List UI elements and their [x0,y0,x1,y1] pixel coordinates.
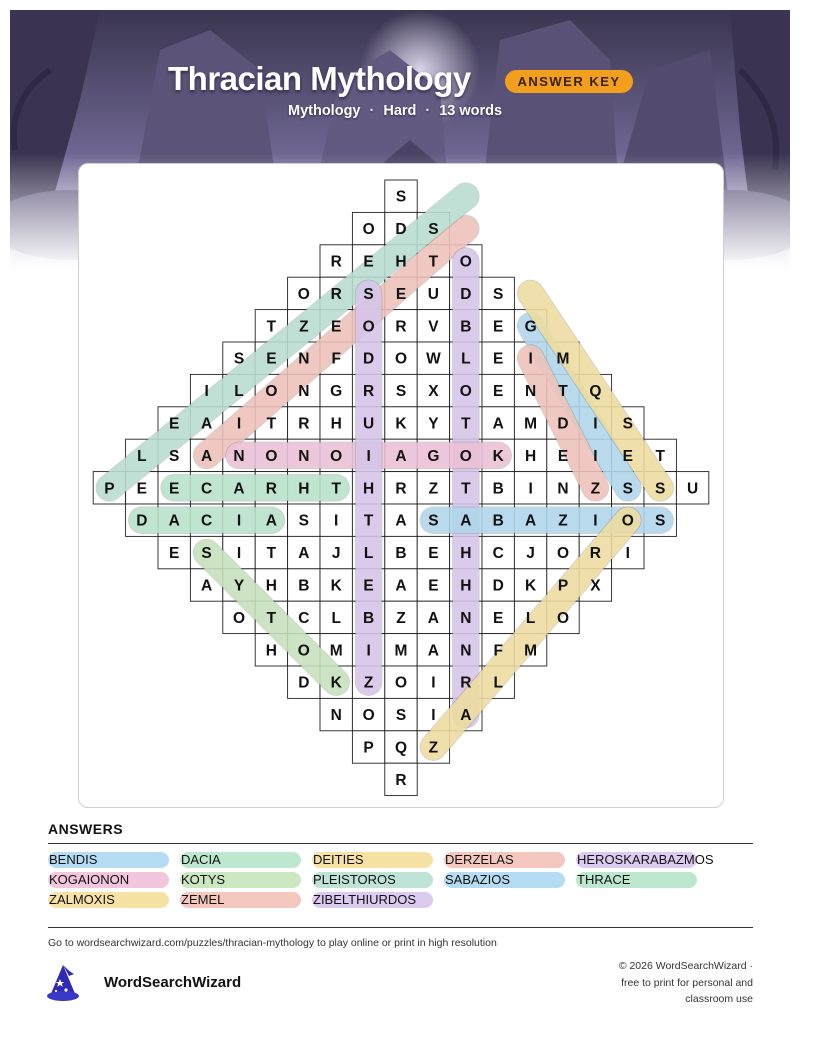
grid-letter: O [394,350,408,368]
answer-word: DACIA [180,852,301,868]
grid-letter: E [493,383,504,401]
grid-letter: A [233,480,245,498]
grid-letter: E [493,350,504,368]
meta-separator: · [425,103,431,119]
grid-letter: H [524,447,537,465]
grid-letter: F [493,642,503,660]
grid-letter: O [362,707,375,725]
grid-letter: S [493,285,504,303]
grid-letter: H [265,642,278,660]
answer-word: SABAZIOS [444,872,565,888]
grid-letter: L [493,674,503,692]
grid-letter: C [492,545,504,563]
grid-letter: R [395,771,407,789]
copyright-notice [553,958,753,1008]
grid-letter: O [459,447,472,465]
grid-letter: K [492,447,504,465]
grid-letter: A [524,512,537,530]
grid-letter: N [233,447,245,465]
grid-letter: S [201,545,212,563]
grid-letter: E [169,480,180,498]
grid-letter: I [593,447,598,465]
grid-letter: O [556,609,570,627]
grid-letter: O [265,447,278,465]
grid-letter: K [524,577,537,595]
grid-letter: O [297,285,310,303]
grid-letter: Q [394,739,408,757]
grid-letter: O [621,512,634,530]
grid-letter: M [524,415,538,433]
grid-letter: R [362,383,375,401]
grid-letter: M [524,642,538,660]
grid-letter: M [556,350,570,368]
grid-letter: O [459,383,472,401]
grid-letter: M [394,642,408,660]
grid-letter: R [395,480,407,498]
grid-letter: E [493,609,504,627]
divider [48,843,753,844]
grid-letter: D [136,512,148,530]
grid-letter: A [492,415,504,433]
grid-letter: E [557,447,569,465]
grid-letter: I [366,447,371,465]
grid-letter: H [395,253,407,271]
grid-letter: S [395,383,407,401]
difficulty-label: Hard [383,103,417,119]
grid-letter: I [593,415,598,433]
grid-letter: I [236,415,242,433]
grid-letter: Z [590,480,601,498]
grid-letter: B [492,512,504,530]
puzzle-card [78,163,724,808]
grid-letter: H [362,480,375,498]
grid-letter: L [331,609,341,627]
grid-letter: I [334,512,339,530]
grid-letter: T [331,480,341,498]
grid-letter: T [461,480,471,498]
grid-letter: I [528,480,533,498]
grid-letter: E [136,480,147,498]
grid-letter: O [330,447,343,465]
grid-letter: A [265,512,278,530]
grid-letter: S [395,707,407,725]
grid-letter: P [104,480,115,498]
grid-letter: E [493,318,504,336]
grid-letter: S [298,512,309,530]
grid-letter: R [460,674,472,692]
grid-letter: O [362,318,375,336]
grid-letter: K [330,577,342,595]
grid-letter: R [589,545,602,563]
grid-letter: Z [396,609,406,627]
grid-letter: I [236,545,242,563]
grid-letter: V [428,318,439,336]
grid-letter: I [204,383,209,401]
grid-letter: S [428,221,439,239]
grid-letter: H [460,577,472,595]
answer-word: ZIBELTHIURDOS [312,892,433,908]
grid-letter: B [362,609,375,627]
grid-letter: Z [363,674,374,692]
grid-letter: J [331,545,341,563]
grid-letter: Z [428,739,439,757]
answer-word: KOGAIONON [48,872,169,888]
grid-letter: H [265,577,278,595]
answer-word: DERZELAS [444,852,565,868]
grid-letter: Z [299,318,309,336]
grid-letter: T [655,447,665,465]
grid-letter: R [298,415,310,433]
grid-letter: L [525,609,536,627]
grid-letter: S [395,188,407,206]
answer-word: THRACE [576,872,697,888]
grid-letter: N [298,383,310,401]
grid-letter: G [524,318,537,336]
grid-letter: T [428,253,439,271]
grid-letter: N [298,350,310,368]
grid-letter: A [168,512,180,530]
grid-letter: R [330,253,342,271]
grid-letter: I [593,512,598,530]
grid-letter: S [233,350,245,368]
grid-letter: B [460,318,472,336]
grid-letter: T [266,609,277,627]
grid-letter: E [363,577,374,595]
grid-letter: D [557,415,569,433]
grid-letter: C [200,512,213,530]
grid-letter: A [427,642,440,660]
grid-letter: W [426,350,441,368]
grid-letter: A [427,609,440,627]
grid-letter: T [363,512,374,530]
grid-letter: A [298,545,310,563]
grid-letter: A [200,577,213,595]
grid-letter: H [460,545,472,563]
grid-letter: D [298,674,310,692]
grid-letter: L [137,447,147,465]
answer-word: PLEISTOROS [312,872,433,888]
grid-letter: G [330,383,343,401]
copyright-line: classroom use [685,993,753,1005]
grid-letter: U [427,285,440,303]
grid-letter: S [655,512,666,530]
grid-letter: R [330,285,342,303]
footer-link-text: Go to wordsearchwizard.com/puzzles/thracian-mythology to play online or print in high resolution [48,937,497,949]
grid-letter: R [395,318,407,336]
grid-letter: E [331,318,342,336]
answer-key-badge: ANSWER KEY [505,70,633,93]
category-label: Mythology [288,103,361,119]
grid-letter: I [431,707,436,725]
grid-letter: O [297,642,310,660]
grid-letter: T [266,318,277,336]
grid-letter: X [428,383,439,401]
grid-letter: E [363,253,374,271]
grid-letter: I [366,642,371,660]
grid-letter: X [590,577,601,595]
grid-letter: Y [428,415,439,433]
grid-letter: S [428,512,439,530]
grid-letter: D [395,221,407,239]
grid-letter: E [622,447,633,465]
grid-letter: E [169,545,180,563]
grid-letter: D [460,285,472,303]
word-count-label: 13 words [439,103,503,119]
grid-letter: H [330,415,342,433]
grid-letter: O [394,674,408,692]
grid-letter: T [461,415,471,433]
grid-letter: I [236,512,242,530]
grid-letter: U [362,415,375,433]
grid-letter: U [686,480,699,498]
grid-letter: P [557,577,569,595]
answer-word: ZALMOXIS [48,892,169,908]
grid-letter: L [461,350,471,368]
grid-letter: Z [428,480,439,498]
grid-letter: I [625,545,630,563]
grid-letter: S [655,480,666,498]
grid-letter: N [460,642,472,660]
grid-letter: A [200,447,213,465]
answer-word: ZEMEL [180,892,301,908]
grid-letter: G [427,447,440,465]
grid-letter: S [363,285,374,303]
grid-letter: M [329,642,343,660]
grid-letter: E [266,350,277,368]
grid-letter: F [331,350,341,368]
grid-letter: O [265,383,278,401]
grid-letter: T [558,383,568,401]
grid-letter: O [232,609,246,627]
grid-letter: E [428,577,439,595]
grid-letter: Q [589,383,602,401]
grid-letter: A [395,577,407,595]
grid-letter: S [622,480,633,498]
grid-letter: J [526,545,535,563]
copyright-line: free to print for personal and [621,976,753,989]
grid-letter: D [492,577,504,595]
grid-letter: C [200,480,213,498]
grid-letter: E [395,285,407,303]
grid-letter: T [266,415,277,433]
grid-letter: I [528,350,533,368]
grid-letter: K [330,674,342,692]
grid-letter: N [460,609,472,627]
answers-heading: ANSWERS [48,821,124,837]
grid-letter: R [265,480,278,498]
grid-letter: P [363,739,374,757]
wizard-hat-icon [46,964,80,1004]
grid-letter: L [234,383,244,401]
grid-letter: A [200,415,213,433]
grid-letter: O [362,221,375,239]
grid-letter: S [622,415,633,433]
puzzle-meta [288,103,502,119]
grid-letter: O [459,253,472,271]
grid-letter: S [169,447,180,465]
grid-letter: A [395,512,407,530]
grid-letter: A [395,447,407,465]
word-search-grid [79,164,723,807]
brand-name: WordSearchWizard [104,974,242,991]
grid-letter: D [362,350,375,368]
grid-letter: O [556,545,570,563]
grid-letter: N [557,480,569,498]
grid-letter: A [460,512,472,530]
grid-letter: N [524,383,537,401]
grid-letter: A [460,707,472,725]
grid-letter: C [298,609,310,627]
grid-letter: I [431,674,436,692]
grid-letter: T [266,545,277,563]
answer-word: KOTYS [180,872,301,888]
answer-word: DEITIES [312,852,433,868]
grid-letter: Z [558,512,568,530]
grid-letter: E [169,415,180,433]
grid-letter: H [298,480,310,498]
grid-letter: N [298,447,310,465]
grid-letter: B [492,480,504,498]
grid-letter: N [330,707,342,725]
grid-letter: E [428,545,439,563]
grid-letter: B [298,577,310,595]
answer-word: BENDIS [48,852,169,868]
answer-word: HEROSKARABAZMOS [577,852,714,867]
grid-letter: Y [233,577,245,595]
grid-letter: L [363,545,374,563]
page-title: Thracian Mythology [168,60,471,97]
divider [48,927,753,928]
grid-letter: K [395,415,407,433]
copyright-line: © 2026 WordSearchWizard · [618,960,753,972]
grid-letter: B [395,545,407,563]
meta-separator: · [369,103,375,119]
